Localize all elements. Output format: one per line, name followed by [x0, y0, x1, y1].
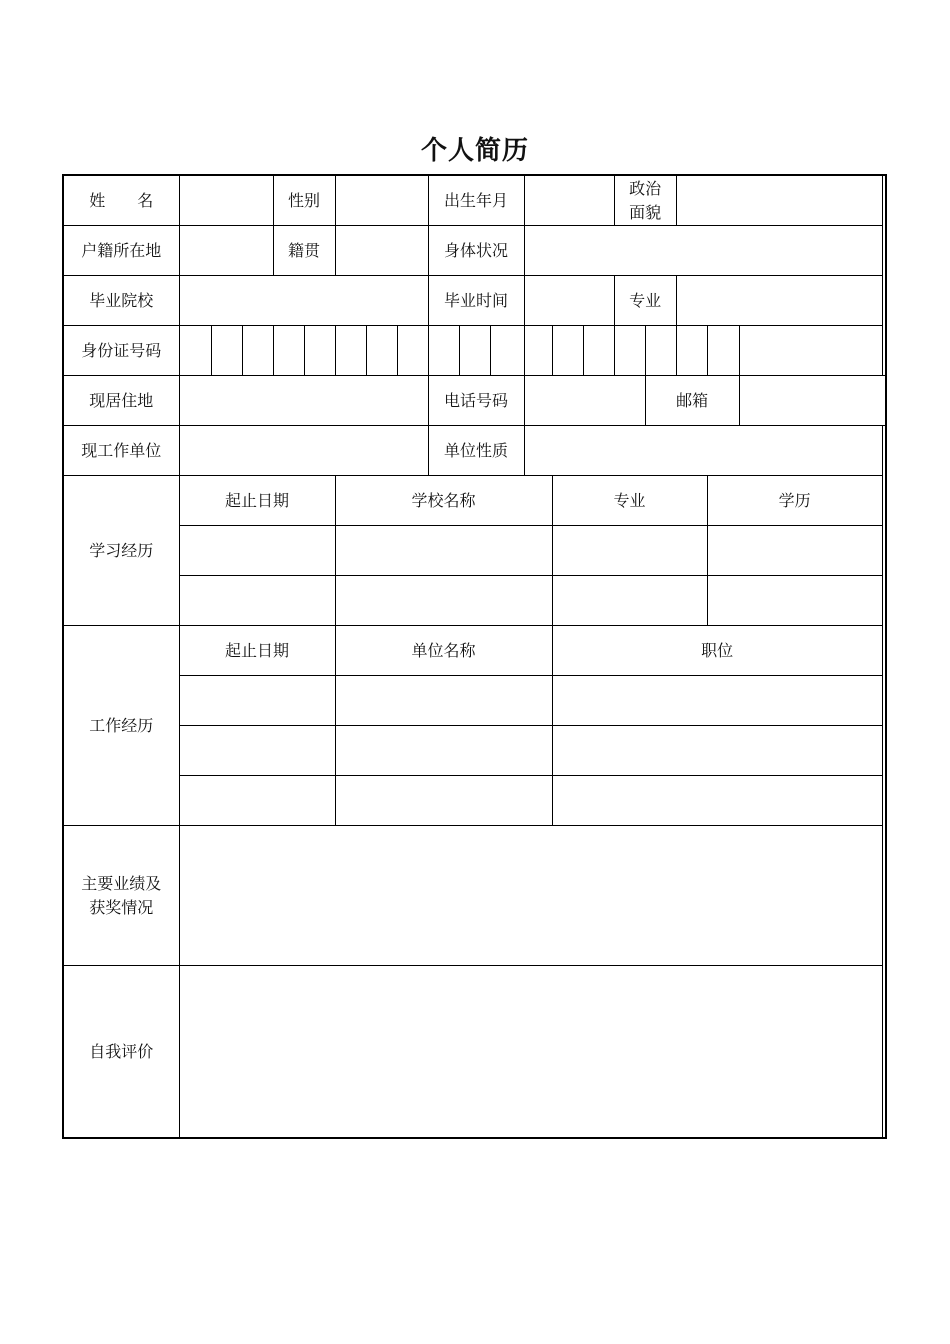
- id-digit-box[interactable]: [428, 326, 459, 376]
- birth-date-label: 出生年月: [428, 175, 524, 226]
- page-title: 个人简历: [420, 136, 529, 166]
- name-label: 姓 名: [63, 175, 179, 226]
- work-row: [63, 776, 886, 826]
- current-employer-label: 现工作单位: [63, 426, 179, 476]
- self-evaluation-label: 自我评价: [63, 966, 179, 1139]
- id-digit-box[interactable]: [490, 326, 524, 376]
- id-digit-box[interactable]: [335, 326, 366, 376]
- education-degree-field[interactable]: [707, 576, 882, 626]
- work-position-field[interactable]: [552, 776, 882, 826]
- self-evaluation-field[interactable]: [179, 966, 882, 1139]
- gender-field[interactable]: [335, 175, 428, 226]
- graduation-time-field[interactable]: [524, 276, 614, 326]
- political-status-label: 政治 面貌: [614, 175, 676, 226]
- education-row: [63, 576, 886, 626]
- id-number-label: 身份证号码: [63, 326, 179, 376]
- work-header-employer: 单位名称: [335, 626, 552, 676]
- id-digit-box[interactable]: [459, 326, 490, 376]
- current-address-field[interactable]: [179, 376, 428, 426]
- graduate-school-label: 毕业院校: [63, 276, 179, 326]
- employer-type-field[interactable]: [524, 426, 882, 476]
- health-label: 身体状况: [428, 226, 524, 276]
- education-header-school: 学校名称: [335, 476, 552, 526]
- work-row: [63, 726, 886, 776]
- major-field[interactable]: [676, 276, 882, 326]
- graduation-time-label: 毕业时间: [428, 276, 524, 326]
- resume-form: [62, 174, 887, 1139]
- birth-date-field[interactable]: [524, 175, 614, 226]
- education-header-major: 专业: [552, 476, 707, 526]
- education-degree-field[interactable]: [707, 526, 882, 576]
- work-header-dates: 起止日期: [179, 626, 335, 676]
- health-field[interactable]: [524, 226, 882, 276]
- education-major-field[interactable]: [552, 576, 707, 626]
- id-digit-box[interactable]: [707, 326, 739, 376]
- work-position-field[interactable]: [552, 726, 882, 776]
- id-digit-box[interactable]: [524, 326, 552, 376]
- hukou-label: 户籍所在地: [63, 226, 179, 276]
- work-position-field[interactable]: [552, 676, 882, 726]
- id-digit-box[interactable]: [273, 326, 304, 376]
- id-digit-box[interactable]: [614, 326, 645, 376]
- work-dates-field[interactable]: [179, 776, 335, 826]
- id-digit-box[interactable]: [676, 326, 707, 376]
- employer-type-label: 单位性质: [428, 426, 524, 476]
- id-digit-box[interactable]: [645, 326, 676, 376]
- photo-box[interactable]: [882, 175, 886, 376]
- work-employer-field[interactable]: [335, 726, 552, 776]
- work-dates-field[interactable]: [179, 726, 335, 776]
- id-digit-box[interactable]: [366, 326, 397, 376]
- id-digit-box[interactable]: [179, 326, 211, 376]
- work-employer-field[interactable]: [335, 776, 552, 826]
- name-field[interactable]: [179, 175, 273, 226]
- email-label: 邮箱: [645, 376, 739, 426]
- id-digit-box[interactable]: [397, 326, 428, 376]
- work-employer-field[interactable]: [335, 676, 552, 726]
- id-digit-box[interactable]: [583, 326, 614, 376]
- education-header-degree: 学历: [707, 476, 882, 526]
- current-employer-field[interactable]: [179, 426, 428, 476]
- id-digit-box[interactable]: [304, 326, 335, 376]
- education-section-label: 学习经历: [63, 476, 179, 626]
- phone-label: 电话号码: [428, 376, 524, 426]
- work-row: [63, 676, 886, 726]
- gender-label: 性别: [273, 175, 335, 226]
- major-label: 专业: [614, 276, 676, 326]
- email-field[interactable]: [739, 376, 886, 426]
- phone-field[interactable]: [524, 376, 645, 426]
- hukou-field[interactable]: [179, 226, 273, 276]
- political-status-field[interactable]: [676, 175, 882, 226]
- education-school-field[interactable]: [335, 576, 552, 626]
- id-digit-box[interactable]: [242, 326, 273, 376]
- education-dates-field[interactable]: [179, 576, 335, 626]
- current-address-label: 现居住地: [63, 376, 179, 426]
- native-place-field[interactable]: [335, 226, 428, 276]
- work-dates-field[interactable]: [179, 676, 335, 726]
- awards-label: 主要业绩及 获奖情况: [63, 826, 179, 966]
- id-digit-box[interactable]: [552, 326, 583, 376]
- native-place-label: 籍贯: [273, 226, 335, 276]
- education-row: [63, 526, 886, 576]
- education-dates-field[interactable]: [179, 526, 335, 576]
- education-school-field[interactable]: [335, 526, 552, 576]
- awards-field[interactable]: [179, 826, 882, 966]
- graduate-school-field[interactable]: [179, 276, 428, 326]
- education-major-field[interactable]: [552, 526, 707, 576]
- id-digit-box[interactable]: [211, 326, 242, 376]
- work-section-label: 工作经历: [63, 626, 179, 826]
- work-header-position: 职位: [552, 626, 882, 676]
- education-header-dates: 起止日期: [179, 476, 335, 526]
